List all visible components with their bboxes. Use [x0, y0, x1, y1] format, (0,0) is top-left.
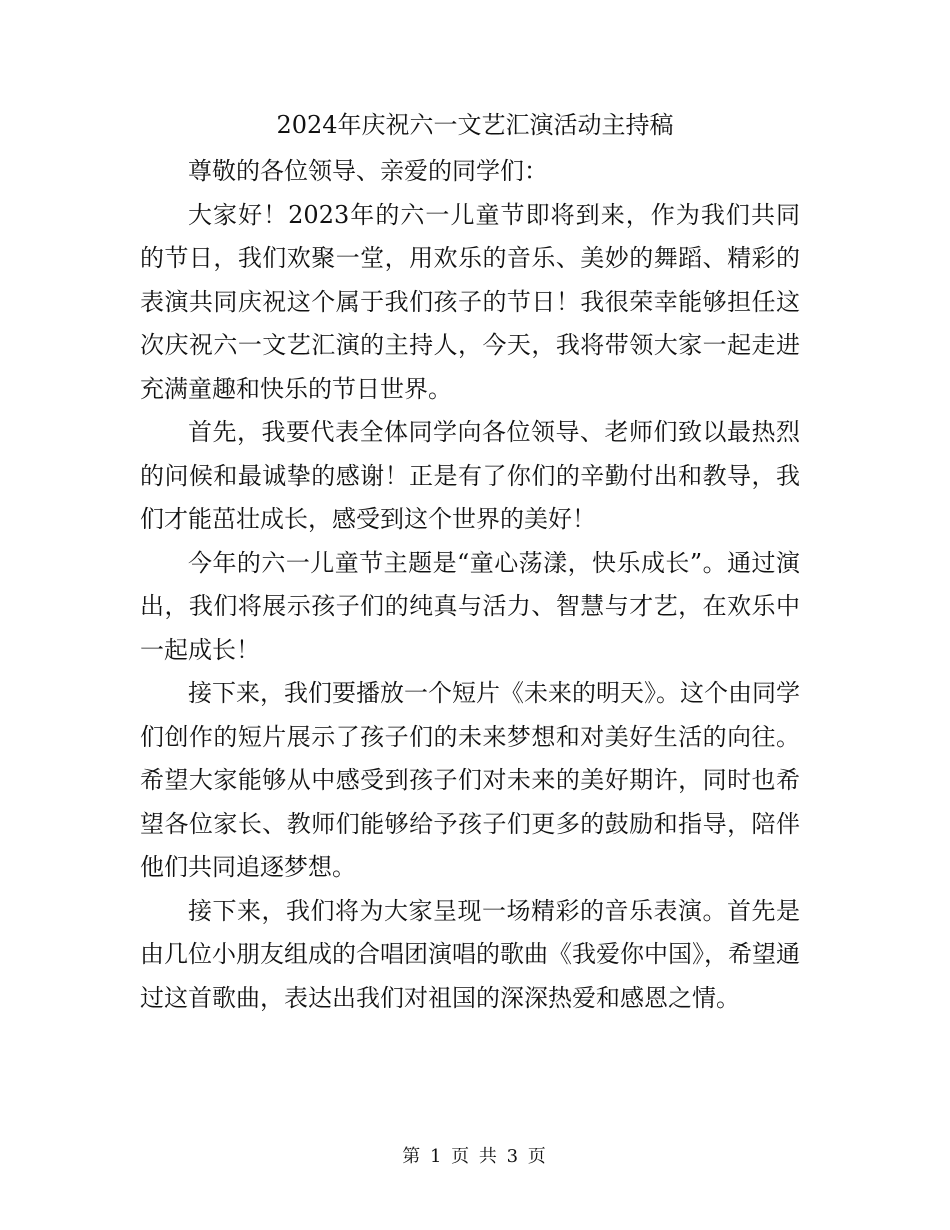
document-title: 2024年庆祝六一文艺汇演活动主持稿	[276, 111, 674, 139]
document-body	[140, 150, 800, 1020]
short-film-paragraph: 接下来，我们要播放一个短片《未来的明天》。这个由同学们创作的短片展示了孩子们的未来梦想和对美好生活的向往。希望大家能够从中感受到孩子们对未来的美好期许，同时也希望各位家长、教师们能够给予孩子们更多的鼓励和指导，陪伴他们共同追逐梦想。	[140, 679, 800, 881]
thanks-paragraph: 首先，我要代表全体同学向各位领导、老师们致以最热烈的问候和最诚挚的感谢！正是有了你们的辛勤付出和教导，我们才能茁壮成长，感受到这个世界的美好！	[140, 418, 800, 533]
greeting-paragraph: 大家好！2023年的六一儿童节即将到来，作为我们共同的节日，我们欢聚一堂，用欢乐的音乐、美妙的舞蹈、精彩的表演共同庆祝这个属于我们孩子的节日！我很荣幸能够担任这次庆祝六一文艺汇演的主持人，今天，我将带领大家一起走进充满童趣和快乐的节日世界。	[140, 200, 800, 403]
theme-paragraph: 今年的六一儿童节主题是“童心荡漾，快乐成长”。通过演出，我们将展示孩子们的纯真与活力、智慧与才艺，在欢乐中一起成长！	[140, 548, 800, 664]
music-performance-paragraph: 接下来，我们将为大家呈现一场精彩的音乐表演。首先是由几位小朋友组成的合唱团演唱的歌曲《我爱你中国》，希望通过这首歌曲，表达出我们对祖国的深深热爱和感恩之情。	[140, 896, 800, 1012]
salutation-paragraph: 尊敬的各位领导、亲爱的同学们：	[188, 157, 548, 185]
page-number-footer: 第 1 页 共 3 页	[402, 1146, 548, 1167]
